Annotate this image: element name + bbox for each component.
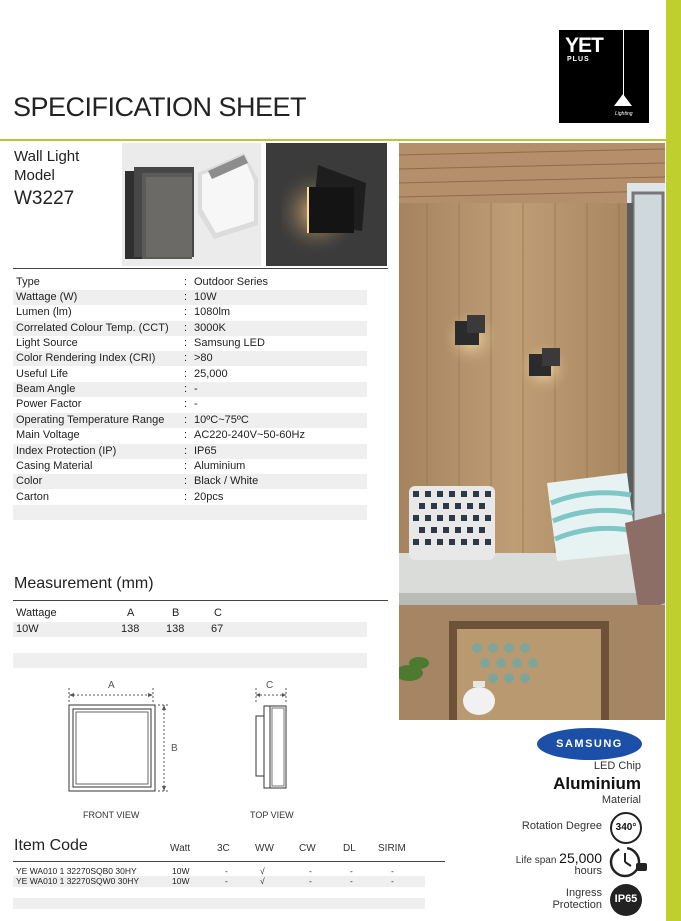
spec-label: Operating Temperature Range [16, 414, 165, 426]
measurement-row-empty [13, 653, 367, 668]
spec-label: Main Voltage [16, 429, 80, 441]
item-code-cell: - [309, 876, 312, 886]
measurement-title: Measurement (mm) [14, 575, 154, 592]
spec-label: Power Factor [16, 398, 82, 410]
spec-value: 25,000 [194, 368, 228, 380]
ip65-badge-icon [610, 884, 642, 916]
ingress-label-line2: Protection [552, 899, 602, 911]
spec-row: Correlated Colour Temp. (CCT) : 3000K [13, 321, 367, 336]
dimension-label-c: C [266, 680, 274, 691]
material-value: Aluminium [553, 774, 641, 793]
spec-value: - [194, 398, 198, 410]
logo-lamp-icon [614, 94, 632, 106]
material-label: Material [601, 794, 641, 806]
item-code-cell: √ [260, 876, 265, 886]
spec-row: Type : Outdoor Series [16, 276, 268, 288]
room-installation-photo [399, 143, 665, 720]
spec-row: Wattage (W) : 10W [13, 290, 367, 305]
spec-row: Color Rendering Index (CRI) : >80 [13, 351, 367, 366]
spec-row: Light Source : Samsung LED [16, 337, 265, 349]
life-span-label [498, 850, 602, 866]
spec-value: >80 [194, 352, 213, 364]
rotation-degree-icon [610, 812, 642, 844]
spec-label: Beam Angle [16, 383, 76, 395]
spec-label: Index Protection (IP) [16, 445, 117, 457]
spec-label: Casing Material [16, 460, 93, 472]
measurement-header: Wattage [16, 607, 57, 619]
item-code-cell: YE WA010 1 32270SQB0 30HY [16, 866, 137, 876]
spec-label: Lumen (lm) [16, 306, 72, 318]
spec-value: 3000K [194, 322, 226, 334]
dimension-label-b: B [171, 743, 178, 754]
item-code-header: WW [255, 843, 274, 854]
measurement-cell: 138 [166, 623, 185, 635]
logo-lamp-cord [623, 30, 624, 100]
spec-label: Type [16, 276, 40, 288]
product-model-label: Model [14, 167, 55, 184]
product-photo-front [122, 143, 261, 266]
dimension-drawing [60, 680, 310, 810]
logo-tagline: Lighting [615, 111, 633, 117]
item-code-cell: - [391, 876, 394, 886]
item-code-header: SIRIM [378, 843, 406, 854]
spec-row-empty [13, 505, 367, 520]
measurement-header: A [127, 607, 135, 619]
spec-label: Wattage (W) [16, 291, 78, 303]
item-code-cell: √ [260, 866, 265, 876]
measurement-cell: 10W [16, 623, 39, 635]
spec-label: Useful Life [16, 368, 68, 380]
spec-value: 10W [194, 291, 217, 303]
spec-value: AC220-240V~50-60Hz [194, 429, 305, 441]
logo-sub-text: PLUS [567, 56, 590, 63]
spec-row: Power Factor : - [16, 398, 198, 410]
item-code-cell: 10W [172, 866, 190, 876]
spec-row: Main Voltage : AC220-240V~50-60Hz [16, 429, 305, 441]
spec-row: Carton : 20pcs [16, 491, 224, 503]
brand-logo [559, 30, 649, 123]
side-accent-stripe [666, 0, 681, 921]
item-code-header: Watt [170, 843, 191, 854]
item-code-cell: - [225, 876, 228, 886]
item-code-cell: - [309, 866, 312, 876]
spec-value: - [194, 383, 198, 395]
dimension-label-a: A [108, 680, 115, 691]
product-model-number: W3227 [14, 188, 75, 209]
top-view-label: TOP VIEW [250, 810, 294, 820]
spec-row: Beam Angle : - [13, 382, 367, 397]
clock-icon [608, 844, 648, 880]
item-code-cell: - [350, 876, 353, 886]
item-code-cell: - [391, 866, 394, 876]
item-code-cell: - [225, 866, 228, 876]
spec-value: 1080lm [194, 306, 231, 318]
spec-value: Black / White [194, 475, 259, 487]
item-code-divider [13, 861, 445, 862]
page-title: SPECIFICATION SHEET [13, 92, 307, 122]
spec-row: Useful Life : 25,000 [16, 368, 228, 380]
item-code-header: CW [299, 843, 316, 854]
product-photo-lit [266, 143, 387, 266]
spec-value: Samsung LED [194, 337, 265, 349]
ip65-badge-text: IP65 [614, 893, 638, 905]
rotation-degree-label: Rotation Degree [521, 820, 602, 832]
spec-label: Light Source [16, 337, 78, 349]
item-code-cell: - [350, 866, 353, 876]
spec-label: Correlated Colour Temp. (CCT) [16, 322, 169, 334]
measurement-header: C [214, 607, 222, 619]
spec-value: 20pcs [194, 491, 224, 503]
spec-value: Outdoor Series [194, 276, 268, 288]
spec-value: IP65 [194, 445, 217, 457]
life-span-text: Life span [515, 855, 557, 866]
spec-row: Operating Temperature Range : 10ºC~75ºC [13, 413, 367, 428]
item-code-cell: YE WA010 1 32270SQW0 30HY [16, 876, 140, 886]
product-type: Wall Light [14, 148, 80, 165]
spec-label: Color [16, 475, 43, 487]
spec-value: Aluminium [194, 460, 246, 472]
logo-brand-text: YET [565, 34, 603, 57]
spec-row: Color : Black / White [13, 474, 367, 489]
title-divider [0, 139, 666, 141]
item-code-header: DL [343, 843, 356, 854]
item-code-cell: 10W [172, 876, 190, 886]
spec-value: 10ºC~75ºC [194, 414, 249, 426]
spec-label: Carton [16, 491, 50, 503]
item-code-row-empty [13, 898, 425, 909]
spec-row: Casing Material : Aluminium [16, 460, 246, 472]
spec-row: Lumen (lm) : 1080lm [16, 306, 231, 318]
item-code-header: 3C [217, 843, 230, 854]
spec-label: Color Rendering Index (CRI) [16, 352, 156, 364]
led-chip-label: LED Chip [593, 760, 641, 772]
measurement-row [13, 622, 367, 637]
measurement-cell: 67 [211, 623, 224, 635]
life-span-unit: hours [574, 865, 602, 877]
life-span-value: 25,000 [559, 850, 602, 866]
measurement-header: B [172, 607, 180, 619]
rotation-degree-value: 340° [615, 822, 637, 833]
samsung-logo: SAMSUNG [537, 728, 642, 760]
spec-divider [13, 268, 388, 269]
ingress-label-line1: Ingress [565, 887, 602, 899]
measurement-divider [13, 600, 388, 601]
front-view-label: FRONT VIEW [83, 810, 140, 820]
spec-row: Index Protection (IP) : IP65 [13, 444, 367, 459]
measurement-cell: 138 [121, 623, 140, 635]
item-code-title: Item Code [14, 837, 88, 854]
